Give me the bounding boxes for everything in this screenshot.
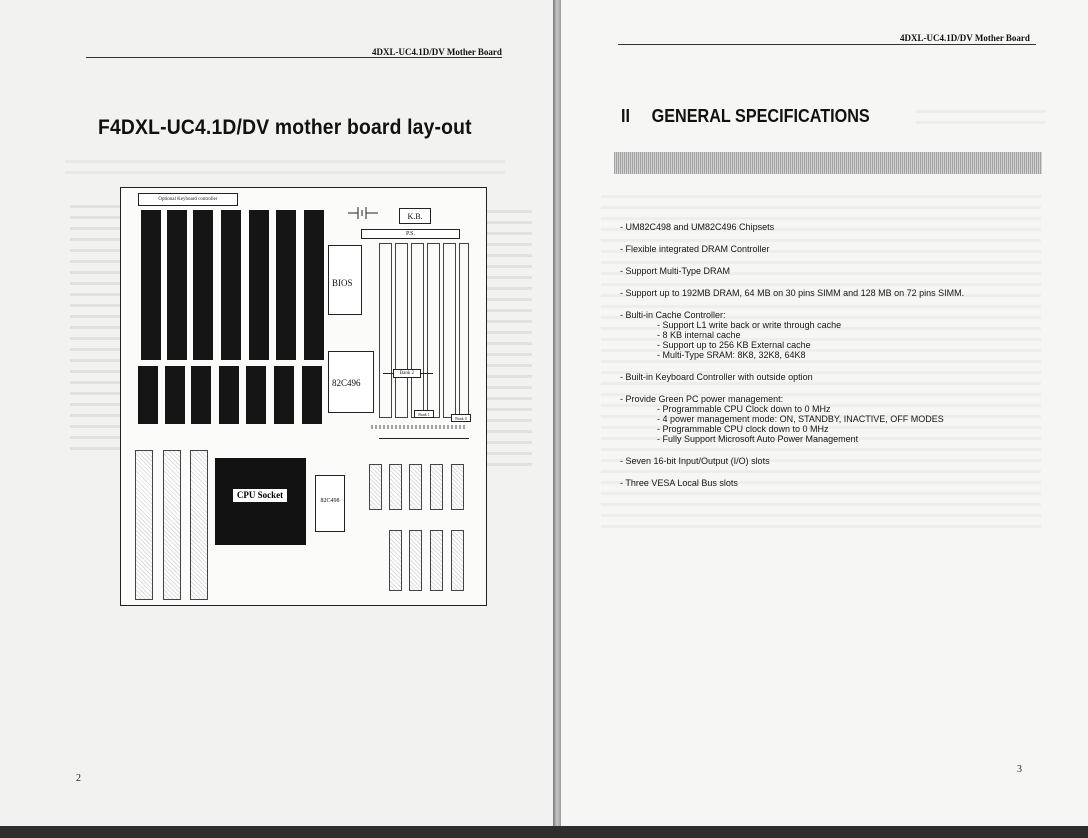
- book-gutter: [553, 0, 561, 838]
- jumper-strip: [371, 425, 466, 429]
- sram-socket: [451, 464, 464, 510]
- spec-item: [620, 456, 1040, 466]
- battery-icon: [348, 204, 378, 222]
- sram-socket: [409, 464, 422, 510]
- spec-subitem: - Support L1 write back or write through cache: [657, 320, 842, 330]
- sram-socket: [389, 464, 402, 510]
- power-supply-connector: P.S.: [361, 229, 460, 239]
- spec-sublist: [620, 320, 1040, 360]
- sram-socket: [451, 530, 464, 591]
- simm-slot: [167, 210, 187, 360]
- simm-slot: [138, 366, 158, 424]
- header-rule: [86, 57, 502, 58]
- spec-subitem: - Programmable CPU clock down to 0 MHz: [657, 424, 829, 434]
- sram-socket: [389, 530, 402, 591]
- simm-slot: [219, 366, 239, 424]
- spec-item: [620, 222, 1040, 232]
- arrow-right-icon: [421, 373, 433, 374]
- spec-item-text: - Bulti-in Cache Controller:: [620, 310, 726, 320]
- show-through-text: [65, 160, 505, 180]
- spec-item: [620, 288, 1040, 298]
- section-heading: [621, 106, 870, 127]
- spec-item: [620, 478, 1040, 488]
- show-through-text: [487, 210, 532, 470]
- spec-item-text: - Support up to 192MB DRAM, 64 MB on 30 pins SIMM and 128 MB on 72 pins SIMM.: [620, 288, 965, 298]
- simm72-slot: [163, 450, 181, 600]
- expansion-slot: [459, 243, 469, 418]
- keyboard-connector: K.B.: [399, 208, 431, 224]
- simm-slot: [276, 210, 296, 360]
- sram-socket: [369, 464, 382, 510]
- spec-item: [620, 266, 1040, 276]
- optional-keyboard-controller: Optional Keyboard controller: [138, 193, 238, 206]
- simm72-slot: [190, 450, 208, 600]
- cpu-socket-label: CPU Socket: [233, 489, 287, 502]
- spec-item-text: - Three VESA Local Bus slots: [620, 478, 738, 488]
- spec-item-text: - Support Multi-Type DRAM: [620, 266, 731, 276]
- running-head: 4DXL-UC4.1D/DV Mother Board: [372, 47, 502, 57]
- page-title: F4DXL-UC4.1D/DV mother board lay-out: [98, 116, 472, 139]
- simm-slot: [304, 210, 324, 360]
- header-rule: [618, 44, 1036, 45]
- specification-list: [620, 222, 1040, 500]
- expansion-slot: [427, 243, 440, 418]
- spec-item-text: - Provide Green PC power management:: [620, 394, 784, 404]
- simm-slot: [141, 210, 161, 360]
- spec-item: [620, 372, 1040, 382]
- spec-item-text: - Built-in Keyboard Controller with outside option: [620, 372, 813, 382]
- page-number: 2: [76, 773, 81, 784]
- spec-item: [620, 310, 1040, 360]
- spec-item-text: - Flexible integrated DRAM Controller: [620, 244, 770, 254]
- simm-slot: [302, 366, 322, 424]
- spec-subitem: - 4 power management mode: ON, STANDBY, INACTIVE, OFF MODES: [657, 414, 944, 424]
- simm-slot: [165, 366, 185, 424]
- simm-slot: [193, 210, 213, 360]
- bios-chip: BIOS: [328, 245, 362, 315]
- simm-slot: [274, 366, 294, 424]
- sram-socket: [409, 530, 422, 591]
- spec-item: [620, 394, 1040, 444]
- chipset-82c496: 82C496: [328, 351, 374, 413]
- section-title: GENERAL SPECIFICATIONS: [651, 106, 870, 126]
- bank0-label: Bank 0: [451, 414, 471, 422]
- bank1-label: Bank 1: [414, 410, 434, 418]
- spec-item: [620, 244, 1040, 254]
- sram-socket: [430, 530, 443, 591]
- spec-subitem: - Support up to 256 KB External cache: [657, 340, 811, 350]
- bank-arrow-line: [379, 438, 469, 439]
- page-number: 3: [1017, 764, 1022, 775]
- motherboard-layout-diagram: [120, 187, 487, 606]
- spec-item-text: - Seven 16-bit Input/Output (I/O) slots: [620, 456, 770, 466]
- simm-slot: [249, 210, 269, 360]
- scanner-edge: [0, 826, 1088, 838]
- simm-slot: [246, 366, 266, 424]
- bank2-label: Bank 2: [393, 369, 421, 378]
- spec-sublist: [620, 404, 1040, 444]
- sram-socket: [430, 464, 443, 510]
- expansion-slot: [411, 243, 424, 418]
- expansion-slot: [395, 243, 408, 418]
- expansion-slot: [379, 243, 392, 418]
- simm-slot: [191, 366, 211, 424]
- simm72-slot: [135, 450, 153, 600]
- section-heading-band: [614, 152, 1042, 174]
- chipset-82c498: 82C498: [315, 475, 345, 532]
- expansion-slot: [443, 243, 456, 418]
- spec-subitem: - Multi-Type SRAM: 8K8, 32K8, 64K8: [657, 350, 806, 360]
- spec-subitem: - Fully Support Microsoft Auto Power Management: [657, 434, 859, 444]
- simm-slot: [221, 210, 241, 360]
- spec-subitem: - 8 KB internal cache: [657, 330, 741, 340]
- show-through-text: [916, 110, 1046, 128]
- section-number: II: [621, 106, 631, 126]
- cpu-socket: [215, 458, 306, 545]
- spec-subitem: - Programmable CPU Clock down to 0 MHz: [657, 404, 831, 414]
- show-through-text: [70, 205, 120, 455]
- running-head: 4DXL-UC4.1D/DV Mother Board: [900, 33, 1030, 43]
- spec-item-text: - UM82C498 and UM82C496 Chipsets: [620, 222, 775, 232]
